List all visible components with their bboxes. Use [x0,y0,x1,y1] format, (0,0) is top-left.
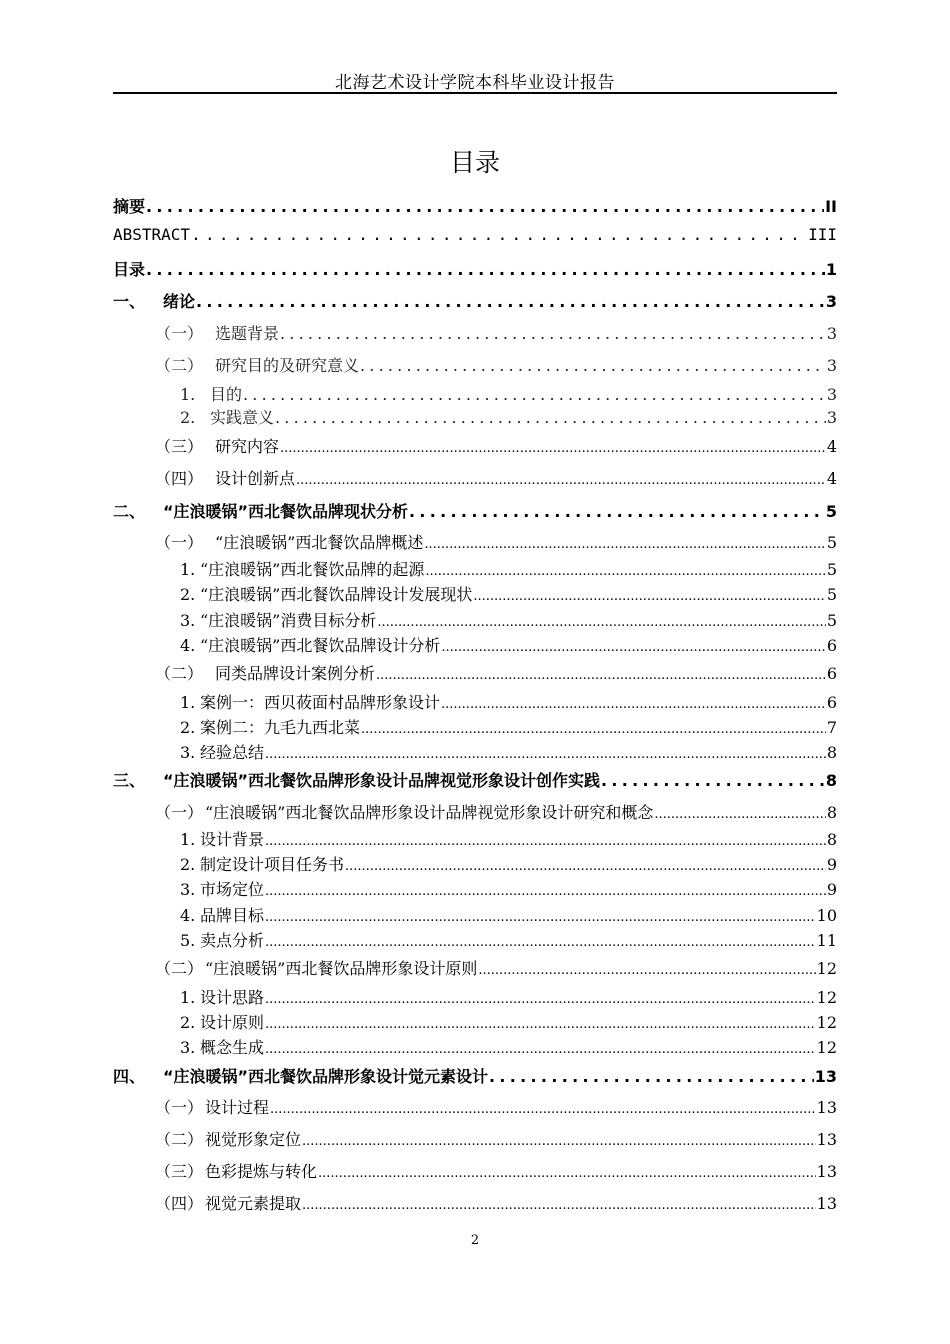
dot-leader [318,1166,816,1181]
toc-entry-label: “庄浪暖锅”西北餐饮品牌形象设计原则 [205,959,478,978]
toc-entry-number: 1. [180,560,196,579]
toc-entry[interactable] [155,1159,837,1182]
toc-entry-page: 13 [816,1162,837,1181]
toc-entry-page: 8 [826,803,837,822]
dot-leader [296,473,826,488]
dot-leader [489,1067,814,1086]
toc-entry-number: 一、 [113,292,146,311]
toc-entry-label: ABSTRACT [113,225,191,244]
toc-entry-label: “庄浪暖锅”西北餐饮品牌设计发展现状 [200,585,473,604]
toc-entry-page: 3 [826,356,837,375]
toc-entry-page: 12 [816,959,837,978]
toc-entry-page: 11 [816,931,837,950]
toc-entry[interactable] [155,530,837,553]
toc-entry-label: “庄浪暖锅”西北餐饮品牌设计分析 [200,636,441,655]
toc-entry[interactable] [180,690,837,713]
toc-entry-page: 7 [826,718,837,737]
toc-entry-label: 研究目的及研究意义 [215,356,360,375]
toc-entry-label: 绪论 [163,292,196,311]
toc-entry-page: II [825,197,837,216]
toc-entry-number: 1. [180,693,196,712]
toc-entry-number: （三） [155,1162,204,1181]
toc-entry-label: 色彩提炼与转化 [205,1162,318,1181]
toc-entry[interactable] [180,582,837,605]
toc-entry[interactable] [113,225,837,244]
toc-entry-page: 1 [825,260,837,279]
toc-entry[interactable] [180,608,837,631]
dot-leader [265,1042,816,1057]
toc-entry-number: （四） [155,1194,204,1213]
toc-entry[interactable] [180,903,837,926]
toc-entry-number: 4. [180,636,196,655]
toc-entry[interactable] [113,1064,837,1087]
toc-entry-label: 目的 [210,385,243,404]
toc-entry-label: 视觉元素提取 [205,1194,302,1213]
toc-entry-page: 3 [826,408,837,427]
toc-entry[interactable] [155,1095,837,1118]
dot-leader [302,1198,816,1213]
dot-leader [280,324,826,343]
toc-entry-page: 5 [826,585,837,604]
dot-leader [441,640,825,655]
toc-entry[interactable] [180,633,837,656]
dot-leader [601,771,825,790]
toc-entry-page: 12 [816,1038,837,1057]
toc-entry-number: 二、 [113,502,146,521]
dot-leader [424,537,825,552]
toc-entry-page: 3 [826,385,837,404]
toc-entry[interactable] [155,321,837,344]
dot-leader [265,1017,816,1032]
dot-leader [146,260,825,279]
toc-entry-label: 案例二：九毛九西北菜 [200,718,361,737]
toc-entry-label: 设计创新点 [215,469,296,488]
toc-entry-page: 5 [826,533,837,552]
toc-entry[interactable] [155,434,837,457]
dot-leader [360,356,826,375]
toc-entry-number: 5. [180,931,196,950]
toc-entry[interactable] [180,827,837,850]
toc-entry-number: 1. [180,385,196,404]
toc-entry-number: （一） [155,803,204,822]
toc-entry-label: 实践意义 [210,408,275,427]
dot-leader [275,408,826,427]
toc-entry[interactable] [180,1010,837,1033]
dot-leader [191,225,807,244]
dot-leader [345,859,826,874]
toc-entry[interactable] [155,353,837,376]
toc-entry[interactable] [155,661,837,684]
toc-entry-number: （一） [155,324,204,343]
toc-entry[interactable] [155,800,837,823]
dot-leader [243,385,826,404]
toc-entry-page: 8 [826,743,837,762]
toc-entry-page: 5 [825,502,837,521]
header-rule [113,92,837,94]
toc-entry-page: 6 [826,693,837,712]
dot-leader [441,697,826,712]
dot-leader [654,807,825,822]
toc-entry-label: 案例一：西贝莜面村品牌形象设计 [200,693,441,712]
toc-entry-number: （二） [155,664,204,683]
toc-entry-label: “庄浪暖锅”消费目标分析 [200,611,377,630]
dot-leader [265,935,816,950]
toc-entry-label: 概念生成 [200,1038,265,1057]
toc-entry[interactable] [113,194,837,217]
toc-entry-page: 4 [826,469,837,488]
toc-entry[interactable] [180,740,837,763]
toc-entry[interactable] [113,289,837,312]
toc-entry-label: 摘要 [113,197,146,216]
dot-leader [146,197,824,216]
toc-entry-page: 5 [826,611,837,630]
dot-leader [270,1102,816,1117]
toc-entry-page: 13 [816,1194,837,1213]
toc-entry-number: 3. [180,1038,196,1057]
dot-leader [196,292,825,311]
toc-entry[interactable] [180,877,837,900]
toc-entry-page: 12 [816,988,837,1007]
toc-entry[interactable] [180,715,837,738]
toc-entry-page: 4 [826,437,837,456]
toc-entry-number: 3. [180,611,196,630]
dot-leader [265,910,816,925]
toc-entry-label: “庄浪暖锅”西北餐饮品牌现状分析 [163,502,409,521]
toc-entry[interactable] [155,1191,837,1214]
toc-entry-number: 三、 [113,771,146,790]
dot-leader [377,615,825,630]
toc-entry-label: 设计过程 [205,1098,270,1117]
toc-entry-page: 10 [816,906,837,925]
toc-entry-number: 1. [180,988,196,1007]
toc-entry-label: 研究内容 [215,437,280,456]
page-title: 目录 [449,148,500,177]
toc-entry[interactable] [180,382,837,405]
toc-entry-number: （二） [155,1130,204,1149]
dot-leader [409,502,825,521]
toc-entry-page: 9 [826,880,837,899]
toc-entry-label: “庄浪暖锅”西北餐饮品牌形象设计品牌视觉形象设计创作实践 [163,771,601,790]
toc-entry-label: “庄浪暖锅”西北餐饮品牌概述 [215,533,424,552]
toc-entry-label: 选题背景 [215,324,280,343]
toc-entry[interactable] [113,257,837,280]
dot-leader [478,963,815,978]
toc-entry[interactable] [113,768,837,791]
toc-entry-number: （四） [155,469,204,488]
toc-entry-label: 设计背景 [200,830,265,849]
dot-leader [265,834,826,849]
toc-entry[interactable] [180,985,837,1008]
toc-entry-page: 3 [825,292,837,311]
toc-entry-label: 经验总结 [200,743,265,762]
toc-entry-label: 制定设计项目任务书 [200,855,345,874]
toc-entry-number: （一） [155,1098,204,1117]
toc-entry-page: 13 [816,1098,837,1117]
toc-entry-page: 3 [826,324,837,343]
dot-leader [265,884,826,899]
toc-entry-label: 品牌目标 [200,906,265,925]
toc-entry-number: 2. [180,1013,196,1032]
toc-entry-number: 4. [180,906,196,925]
toc-entry-number: 四、 [113,1067,146,1086]
toc-entry[interactable] [180,928,837,951]
toc-entry-label: “庄浪暖锅”西北餐饮品牌的起源 [200,560,425,579]
dot-leader [376,668,826,683]
toc-entry-label: 设计思路 [200,988,265,1007]
toc-entry-number: （二） [155,959,204,978]
toc-entry-number: 2. [180,718,196,737]
toc-entry[interactable] [155,956,837,979]
dot-leader [473,589,825,604]
toc-entry-number: 2. [180,855,196,874]
toc-entry[interactable] [180,852,837,875]
toc-entry-number: （三） [155,437,204,456]
toc-entry-page: 6 [826,664,837,683]
toc-entry-page: 8 [826,830,837,849]
toc-entry[interactable] [113,499,837,522]
dot-leader [302,1134,816,1149]
toc-entry-page: 8 [825,771,837,790]
toc-entry-page: 12 [816,1013,837,1032]
toc-entry-label: 卖点分析 [200,931,265,950]
toc-entry[interactable] [180,1035,837,1058]
toc-entry-number: 2. [180,408,196,427]
toc-entry-label: 设计原则 [200,1013,265,1032]
toc-entry-page: 9 [826,855,837,874]
dot-leader [265,747,826,762]
toc-entry-page: 5 [826,560,837,579]
toc-entry[interactable] [180,405,837,428]
dot-leader [280,441,826,456]
toc-entry-number: 3. [180,743,196,762]
toc-entry-label: 视觉形象定位 [205,1130,302,1149]
toc-entry-number: 2. [180,585,196,604]
toc-entry-page: 13 [814,1067,837,1086]
toc-entry-label: “庄浪暖锅”西北餐饮品牌形象设计觉元素设计 [163,1067,489,1086]
toc-entry-page: 6 [826,636,837,655]
toc-entry[interactable] [155,466,837,489]
toc-entry[interactable] [155,1127,837,1150]
toc-entry-label: 目录 [113,260,146,279]
page-number: 2 [470,1233,480,1248]
page-header: 北海艺术设计学院本科毕业设计报告 [335,73,615,93]
toc-entry-number: 3. [180,880,196,899]
toc-entry-page: III [808,225,837,244]
toc-entry-label: 市场定位 [200,880,265,899]
toc-entry-number: （二） [155,356,204,375]
dot-leader [361,722,826,737]
toc-entry-label: 同类品牌设计案例分析 [215,664,376,683]
dot-leader [265,992,816,1007]
toc-entry-label: “庄浪暖锅”西北餐饮品牌形象设计品牌视觉形象设计研究和概念 [205,803,654,822]
toc-entry-number: （一） [155,533,204,552]
toc-entry[interactable] [180,557,837,580]
toc-entry-number: 1. [180,830,196,849]
toc-entry-page: 13 [816,1130,837,1149]
dot-leader [425,564,825,579]
